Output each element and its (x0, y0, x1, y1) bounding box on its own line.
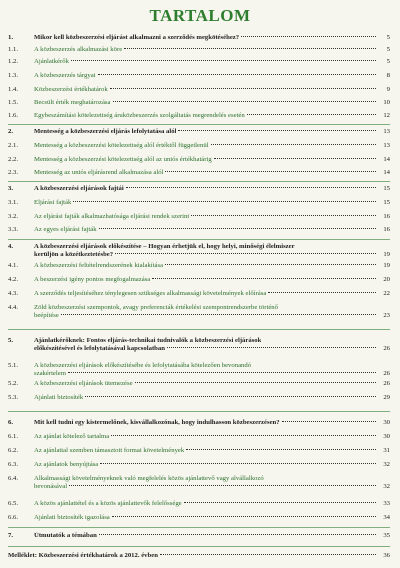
dot-leader (135, 382, 376, 383)
toc-page-number: 31 (383, 447, 390, 454)
dot-leader (99, 228, 376, 229)
toc-page-number: 35 (383, 532, 390, 539)
dot-leader (110, 88, 376, 89)
toc-number: 1.3. (8, 72, 19, 79)
toc-title: Mentesség az uniós eljárásrend alkalmazása alól (34, 169, 164, 176)
toc-page-number: 32 (383, 461, 390, 468)
toc-page-number: 15 (383, 185, 390, 192)
toc-page-number: 30 (383, 419, 390, 426)
toc-page-number: 34 (383, 514, 390, 521)
toc-number: 6.5. (8, 500, 19, 507)
dot-leader (99, 534, 376, 535)
section-divider (8, 329, 390, 330)
toc-title: A szerződés teljesítéséhez ténylegesen szükséges alkalmassági követelmények előírása (34, 290, 267, 297)
toc-page-number: 29 (383, 394, 390, 401)
toc-page-number: 15 (383, 199, 390, 206)
toc-title: Mit kell tudni egy kistermelőnek, kisvállalkozónak, hogy indulhasson közbeszerzésen? (34, 419, 280, 426)
dot-leader (71, 60, 376, 61)
toc-page-number: 19 (383, 262, 390, 269)
toc-title: Az ajánlatok benyújtása (34, 461, 99, 468)
toc-page-number: 22 (383, 290, 390, 297)
toc-number: 4.3. (8, 290, 19, 297)
toc-number: 6.2. (8, 447, 19, 454)
toc-number: 6.4. (8, 475, 19, 482)
toc-number: 1.4. (8, 86, 19, 93)
dot-leader (126, 187, 376, 188)
dot-leader (111, 435, 376, 436)
toc-title: Mentesség a közbeszerzési eljárás lefolytatása alól (34, 128, 177, 135)
toc-number: 4. (8, 243, 14, 250)
toc-title: bevonásával (34, 483, 68, 490)
toc-number: 5.1. (8, 362, 19, 369)
toc-page-number: 16 (383, 213, 390, 220)
toc-page-number: 14 (383, 169, 390, 176)
toc-title: Az ajánlattal szemben támasztott formai követelmények (34, 447, 185, 454)
section-divider (8, 411, 390, 412)
dot-leader (69, 485, 376, 486)
toc-number: 6. (8, 419, 14, 426)
toc-number: 1.5. (8, 99, 19, 106)
section-divider (8, 546, 390, 547)
dot-leader (124, 48, 376, 49)
dot-leader (247, 114, 376, 115)
toc-title: Az eljárási fajták alkalmazhatósága eljárási rendek szerint (34, 213, 190, 220)
toc-number: 4.4. (8, 304, 19, 311)
toc-title: Eljárási fajták (34, 199, 72, 206)
toc-page-number: 12 (383, 112, 390, 119)
section-divider (8, 124, 390, 125)
toc-title: Közbeszerzési értékhatárok (34, 86, 108, 93)
toc-title: A közös ajánlattétel és a közös ajánlattevők felelőssége (34, 500, 182, 507)
dot-leader (98, 74, 376, 75)
toc-title: kerüljön a közétkeztetésbe? (34, 251, 114, 258)
dot-leader (214, 158, 376, 159)
toc-title: A közbeszerzés tárgyai (34, 72, 96, 79)
toc-page-number: 26 (383, 380, 390, 387)
dot-leader (165, 264, 376, 265)
toc-title: A közbeszerzési eljárások előkészítése – Hogyan érhetjük el, hogy helyi, minőségi élelmiszer (34, 243, 295, 250)
toc-title: Mentesség a közbeszerzési kötelezettség alól értéktől függetlenül (34, 142, 209, 149)
page-title: TARTALOM (149, 6, 251, 25)
toc-page-number: 30 (383, 433, 390, 440)
dot-leader (268, 292, 376, 293)
toc-number: 6.1. (8, 433, 19, 440)
toc-title: előkészítésével és lefolytatásával kapcsolatban (34, 345, 165, 352)
toc-number: 5.3. (8, 394, 19, 401)
dot-leader (165, 171, 376, 172)
toc-number: 1.6. (8, 112, 19, 119)
toc-page-number: 5 (386, 58, 390, 65)
toc-page-number: 9 (386, 86, 390, 93)
toc-title: Az egyes eljárási fajták (34, 226, 97, 233)
dot-leader (241, 36, 376, 37)
toc-title: Melléklet: Közbeszerzési értékhatárok a 2012. évben (8, 552, 158, 559)
toc-page-number: 36 (383, 552, 390, 559)
toc-page-number: 26 (383, 345, 390, 352)
section-divider (8, 527, 390, 528)
toc-page-number: 32 (383, 483, 390, 490)
toc-title: A közbeszerzési eljárások ütemezése (34, 380, 133, 387)
toc-title: A közbeszerzési feltételrendszerének kialakítása (34, 262, 164, 269)
toc-page-number: 5 (386, 46, 390, 53)
dot-leader (113, 101, 377, 102)
toc-title: Ajánlati biztosíték (34, 394, 84, 401)
toc-number: 2.2. (8, 156, 19, 163)
toc-page-number: 16 (383, 226, 390, 233)
toc-number: 1. (8, 34, 14, 41)
dot-leader (167, 347, 376, 348)
toc-title: Becsült érték meghatározása (34, 99, 111, 106)
section-divider (8, 239, 390, 240)
toc-number: 5. (8, 337, 14, 344)
toc-number: 2.3. (8, 169, 19, 176)
toc-title: Útmutatók a témában (34, 532, 97, 539)
dot-leader (191, 215, 376, 216)
dot-leader (61, 314, 376, 315)
toc-number: 4.2. (8, 276, 19, 283)
toc-title: Alkalmassági követelményeknek való megfelelés közös ajánlattevő vagy alvállalkozó (34, 475, 264, 482)
toc-number: 5.2. (8, 380, 19, 387)
dot-leader (112, 516, 376, 517)
toc-title: Egybeszámítási kötelezettség áruközbeszerzés szolgáltatás megrendelés esetén (34, 112, 245, 119)
toc-title: Az ajánlat kötelező tartalma (34, 433, 110, 440)
dot-leader (100, 463, 376, 464)
toc-title: A közbeszerzési eljárások előkészítésébe és lefolytatásába kötelezően bevonandó (34, 362, 252, 369)
toc-page-number: 23 (383, 312, 390, 319)
toc-number: 3.3. (8, 226, 19, 233)
toc-title: Ajánlati biztosíték igazolása (34, 514, 110, 521)
toc-title: szakértelem (34, 370, 66, 377)
dot-leader (68, 372, 376, 373)
toc-page-number: 13 (383, 142, 390, 149)
toc-page-number: 14 (383, 156, 390, 163)
toc-title: Mikor kell közbeszerzési eljárást alkalmazni a szerződés megkötéséhez? (34, 34, 240, 41)
toc-page-number: 19 (383, 251, 390, 258)
toc-number: 1.2. (8, 58, 19, 65)
toc-title: Mentesség a közbeszerzési kötelezettség alól az uniós értékhatárig (34, 156, 212, 163)
toc-page-number: 10 (383, 99, 390, 106)
toc-page-number: 13 (383, 128, 390, 135)
toc-title: A közbeszerzési eljárások fajtái (34, 185, 124, 192)
toc-page-number: 5 (386, 34, 390, 41)
toc-title: Zöld közbeszerzési szempontok, avagy preferenciák értékelési szempontrendszerbe történő (34, 304, 278, 311)
toc-title: beépítése (34, 312, 59, 319)
toc-title: Ajánlatkérőknek: Fontos eljárás-technikai tudnivalók a közbeszerzési eljárások (34, 337, 262, 344)
toc-number: 1.1. (8, 46, 19, 53)
toc-number: 7. (8, 532, 14, 539)
toc-number: 2.1. (8, 142, 19, 149)
toc-page-number: 26 (383, 370, 390, 377)
dot-leader (282, 421, 376, 422)
toc-number: 3.1. (8, 199, 19, 206)
toc-page-number: 33 (383, 500, 390, 507)
toc-number: 6.6. (8, 514, 19, 521)
toc-title: A beszerzési igény pontos megfogalmazása (34, 276, 151, 283)
dot-leader (160, 554, 376, 555)
toc-number: 3. (8, 185, 14, 192)
dot-leader (152, 278, 376, 279)
toc-page-number: 20 (383, 276, 390, 283)
section-divider (8, 181, 390, 182)
toc-title: A közbeszerzés alkalmazási köre (34, 46, 123, 53)
dot-leader (211, 144, 376, 145)
dot-leader (73, 201, 376, 202)
toc-title: Ajánlatkérők (34, 58, 69, 65)
toc-number: 6.3. (8, 461, 19, 468)
toc-number: 4.1. (8, 262, 19, 269)
toc-number: 3.2. (8, 213, 19, 220)
toc-number: 2. (8, 128, 14, 135)
dot-leader (115, 253, 376, 254)
dot-leader (184, 502, 376, 503)
dot-leader (85, 396, 376, 397)
dot-leader (186, 449, 376, 450)
toc-page-number: 8 (386, 72, 390, 79)
dot-leader (178, 130, 376, 131)
